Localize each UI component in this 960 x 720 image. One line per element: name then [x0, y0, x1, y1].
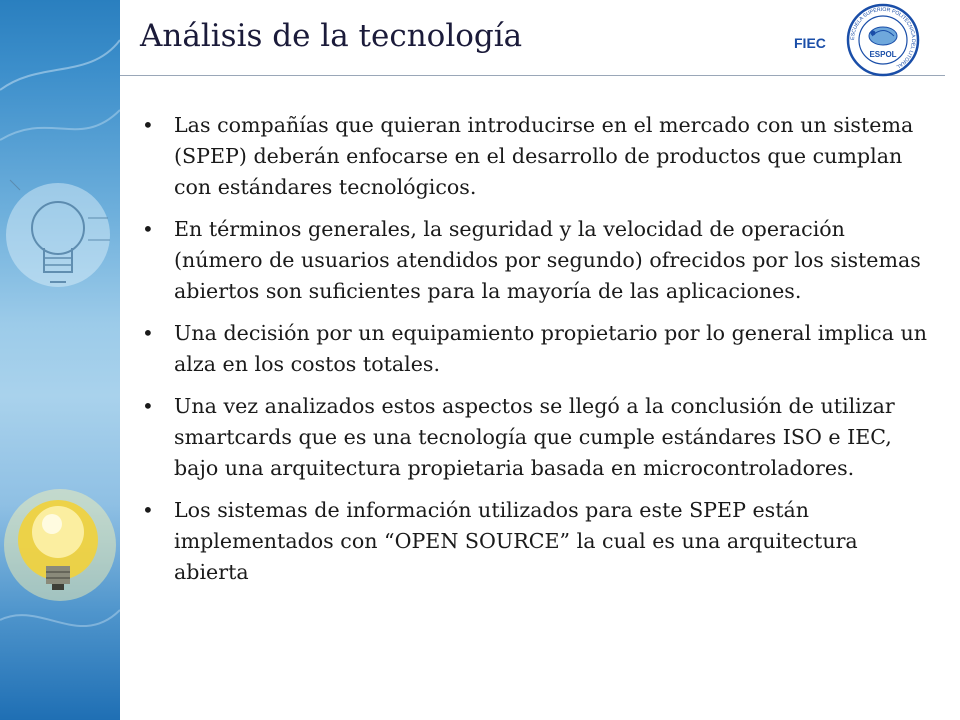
seal-logo-text: ESPOL	[869, 50, 897, 59]
bullet-text: En términos generales, la seguridad y la velocidad de operación (número de usuarios atendidos por segundo) ofrecidos por los sistemas abiertos son suficientes para la mayoría de las aplicaciones.	[174, 217, 921, 303]
bullet-text: Una vez analizados estos aspectos se llegó a la conclusión de utilizar smartcards que es una tecnología que cumple estándares ISO e IEC, bajo una arquitectura propietaria basada en microcontroladores.	[174, 394, 895, 480]
bullet-item	[140, 214, 930, 307]
bullet-text: Una decisión por un equipamiento propietario por lo general implica un alza en los costos totales.	[174, 321, 928, 376]
decorative-sidebar	[0, 0, 120, 720]
slide-title: Análisis de la tecnología	[140, 18, 523, 54]
bullet-marker: •	[142, 498, 154, 522]
bullet-list	[140, 110, 930, 599]
bullet-text: Los sistemas de información utilizados para este SPEP están implementados con “OPEN SOURCE” la cual es una arquitectura abierta	[174, 498, 858, 584]
lightbulb-glowing-icon	[4, 489, 116, 601]
lightbulb-sketch-icon	[6, 180, 110, 287]
bullet-item	[140, 110, 930, 203]
seal-ring-text: ESCUELA SUPERIOR POLITECNICA DEL LITORAL	[849, 6, 917, 70]
bullet-marker: •	[142, 113, 154, 137]
bullet-item	[140, 391, 930, 484]
bullet-item	[140, 318, 930, 380]
header-divider	[120, 75, 945, 76]
bullet-marker: •	[142, 394, 154, 418]
bullet-marker: •	[142, 217, 154, 241]
bullet-item	[140, 495, 930, 588]
bullet-text: Las compañías que quieran introducirse en el mercado con un sistema (SPEP) deberán enfocarse en el desarrollo de productos que cumplan con estándares tecnológicos.	[174, 113, 914, 199]
espol-seal-icon	[846, 3, 920, 77]
bullet-marker: •	[142, 321, 154, 345]
header-label: FIEC	[794, 35, 826, 51]
